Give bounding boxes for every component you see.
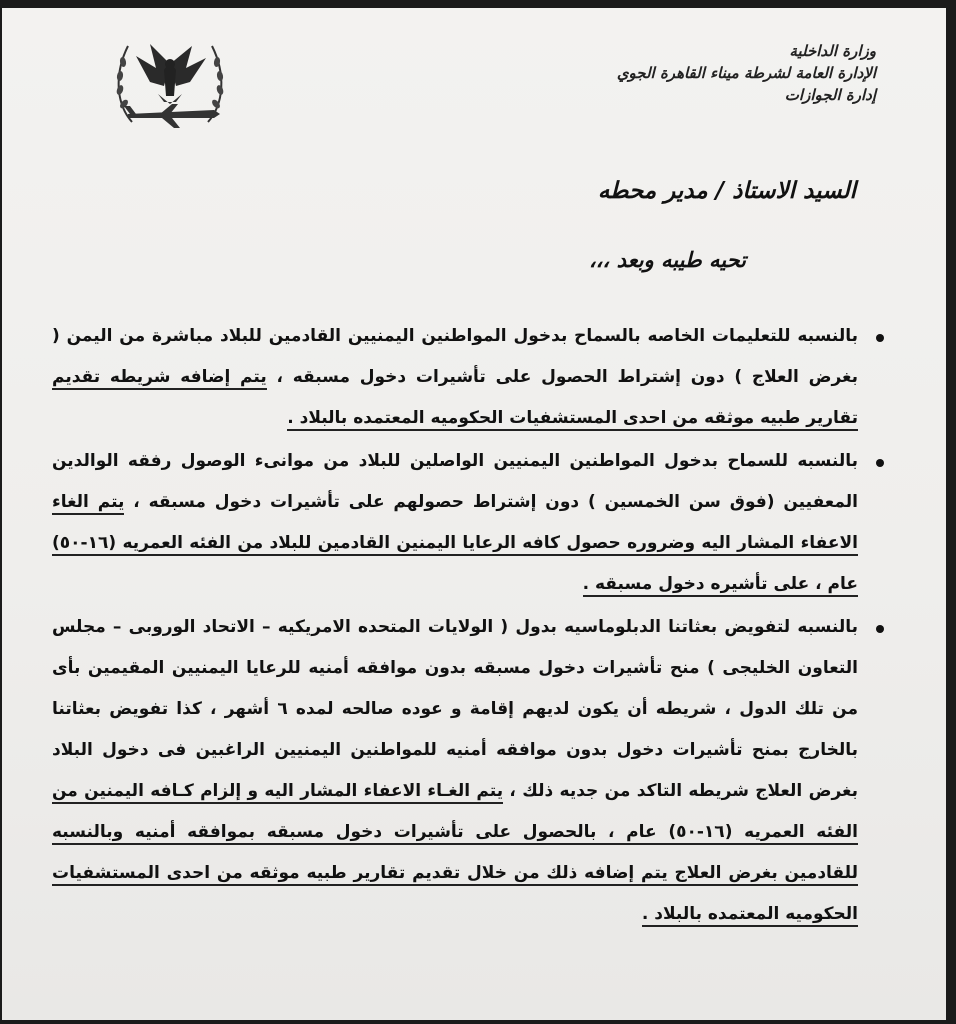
document-page xyxy=(2,8,946,1020)
letterhead xyxy=(496,40,876,106)
ministry-name: وزارة الداخلية xyxy=(789,42,876,60)
paragraph-1-text: بالنسبه للتعليمات الخاصه بالسماح بدخول المواطنين اليمنيين القادمين للبلاد مباشرة من اليمن ( بغرض العلاج ) دون إشتراط الحصول على تأشيرات دخول مسبقه ، xyxy=(52,326,859,387)
eagle-emblem-icon xyxy=(110,34,230,134)
bullet-icon xyxy=(876,625,884,633)
department-name: إدارة الجوازات xyxy=(784,86,876,104)
paragraph-3 xyxy=(52,607,886,935)
greeting: تحيه طيبه وبعد ،،، xyxy=(588,248,746,272)
paragraph-1 xyxy=(52,316,886,439)
paragraph-2 xyxy=(52,441,886,605)
paragraph-2-text: بالنسبه للسماح بدخول المواطنين اليمنيين الواصلين للبلاد من موانىء الوصول رفقه الوالدين المعفيين (فوق سن الخمسين ) دون إشتراط حصولهم على تأشيرات دخول مسبقه ، xyxy=(52,451,859,512)
paragraph-3-underlined: يتم الغـاء الاعفاء المشار اليه و إلزام كـافه اليمنين من الفئه العمريه (١٦-٥٠) عام ، بالحصول على تأشيرات دخول مسبقه بموافقه أمنيه وبالنسبه للقادمين بغرض العلاج يتم إضافه ذلك من خلال تقديم تقارير طبيه موثقه من احدى المستشفيات الحكوميه المعتمده بالبلاد . xyxy=(52,781,858,927)
directorate-name: الإدارة العامة لشرطة ميناء القاهرة الجوي xyxy=(616,64,876,82)
bullet-icon xyxy=(876,334,884,342)
paragraph-2-underlined: يتم الغاء الاعفاء المشار اليه وضروره حصول كافه الرعايا اليمنين القادمين للبلاد من الفئه العمريه (١٦-٥٠) عام ، على تأشيره دخول مسبقه . xyxy=(52,492,858,597)
bullet-icon xyxy=(876,459,884,467)
paragraph-3-text: بالنسبه لتفويض بعثاتنا الدبلوماسيه بدول ( الولايات المتحده الامريكيه – الاتحاد الوروبى – مجلس التعاون الخليجى ) منح تأشيرات دخول مسبقه بدون موافقه أمنيه للرعايا اليمنيين المقيمين بأى من تلك الدول ، شريطه أن يكون لديهم إقامة و عوده صالحه لمده ٦ أشهر ، كذا تفويض بعثاتنا بالخارج بمنح تأشيرات دخول بدون موافقه أمنيه للمواطنين اليمنيين الراغبين فى دخول البلاد بغرض العلاج شريطه التاكد من جديه ذلك ، xyxy=(52,617,858,801)
letter-body xyxy=(52,316,886,935)
paragraph-1-underlined: يتم إضافه شريطه تقديم تقارير طبيه موثقه من احدى المستشفيات الحكوميه المعتمده بالبلاد . xyxy=(52,367,858,431)
salutation: السيد الاستاذ / مدير محطه xyxy=(597,178,856,204)
